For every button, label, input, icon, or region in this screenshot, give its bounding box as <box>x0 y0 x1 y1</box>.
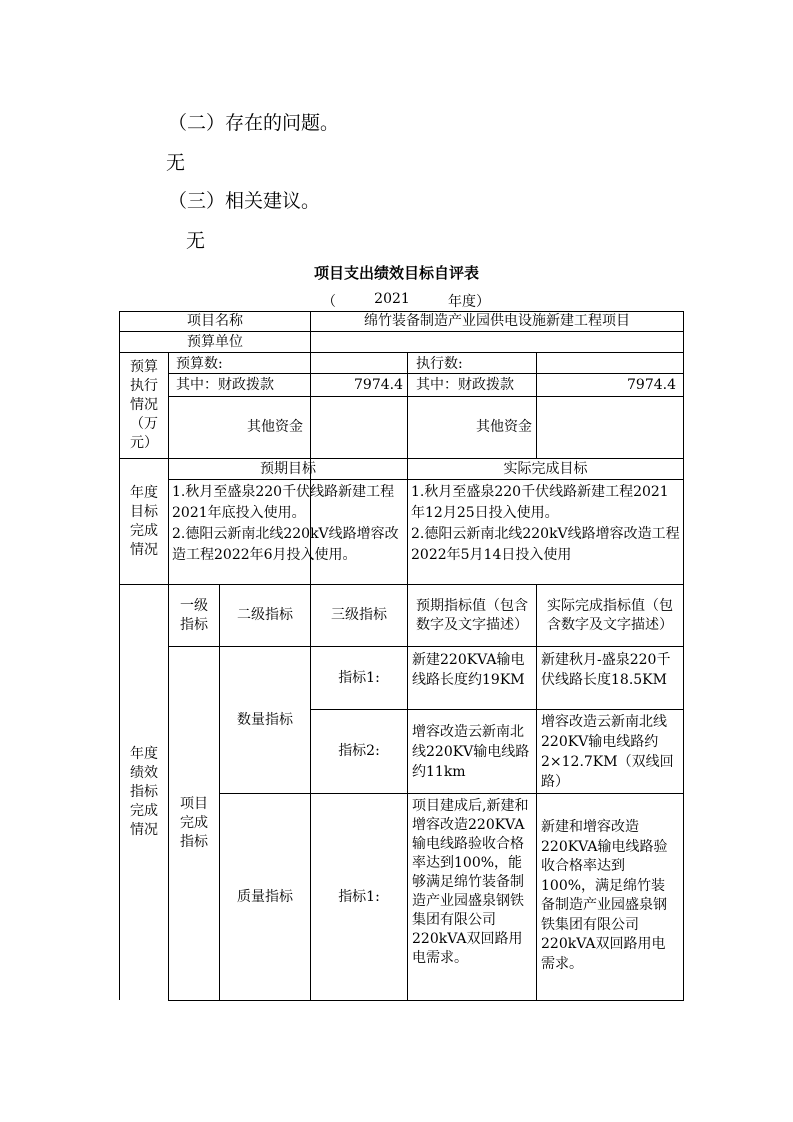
table-line <box>168 396 683 397</box>
year-value: 2021 <box>374 291 410 307</box>
table-line <box>407 352 408 458</box>
q1-expected: 新建220KVA输电线路长度约19KM <box>412 652 525 688</box>
fiscal-value-exec: 7974.4 <box>627 377 676 393</box>
table-line <box>168 1000 683 1001</box>
suggestions-heading: （三）相关建议。 <box>168 190 321 212</box>
problems-text: 无 <box>166 152 186 174</box>
col-level1-header: 一级指标 <box>180 597 208 633</box>
fiscal-value-budget: 7974.4 <box>354 377 403 393</box>
ql-actual: 新建和增容改造220KVA输电线路验收合格率达到100%，满足绵竹装备制造产业园盛泉钢铁集团有限公司220kVA双回路用电需求。 <box>541 819 668 972</box>
actual-goal-text: 1.秋月至盛泉220千伏线路新建工程2021年12月25日投入使用。 2.德阳云新南北线220kV线路增容改造工程2022年5月14日投入使用 <box>411 484 680 563</box>
indicator-3-label: 指标1: <box>338 888 380 905</box>
table-year-line <box>322 291 490 311</box>
table-border-right <box>683 311 684 1001</box>
year-suffix: 年度） <box>447 294 490 310</box>
indicator-2-label: 指标2: <box>338 743 380 759</box>
q2-actual: 增容改造云新南北线220KV输电线路约2×12.7KM（双线回路） <box>541 714 674 790</box>
actual-goal-header: 实际完成目标 <box>503 460 588 477</box>
fiscal-label-exec: 其中：财政拨款 <box>416 377 514 393</box>
indicator-section-label: 年度绩效指标完成情况 <box>130 746 158 838</box>
col-level3-header: 三级指标 <box>331 607 387 623</box>
year-open: （ <box>322 294 336 310</box>
table-border-left <box>119 311 120 1000</box>
annual-goal-label: 年度目标完成情况 <box>130 484 158 558</box>
table-line <box>536 352 537 458</box>
project-name-label: 项目名称 <box>187 313 243 329</box>
indicator-1-label: 指标1: <box>338 669 380 686</box>
col-level2-header: 二级指标 <box>237 607 293 623</box>
table-line <box>168 373 683 374</box>
expected-goal-header: 预期目标 <box>260 460 316 477</box>
table-line <box>168 352 169 1001</box>
problems-heading: （二）存在的问题。 <box>168 112 340 134</box>
budget-amount-label: 预算数: <box>176 356 223 372</box>
table-title: 项目支出绩效目标自评表 <box>313 264 479 282</box>
budget-unit-value <box>311 332 683 352</box>
project-name-value: 绵竹装备制造产业园供电设施新建工程项目 <box>364 313 630 329</box>
q1-actual: 新建秋月-盛泉220千伏线路长度18.5KM <box>541 652 671 688</box>
col-expected-header: 预期指标值（包含数字及文字描述） <box>416 597 528 633</box>
budget-unit-label: 预算单位 <box>187 333 243 350</box>
other-funds-label-budget: 其他资金 <box>247 419 303 435</box>
exec-amount-label: 执行数: <box>416 356 463 372</box>
quality-indicator-label: 质量指标 <box>237 888 293 905</box>
level1-value: 项目完成指标 <box>180 796 208 850</box>
table-line <box>168 479 683 480</box>
other-funds-label-exec: 其他资金 <box>476 419 532 435</box>
fiscal-label-budget: 其中：财政拨款 <box>176 377 274 393</box>
quantity-indicator-label: 数量指标 <box>237 711 293 728</box>
budget-exec-label: 预算执行情况（万元） <box>130 359 158 451</box>
table-line <box>119 352 683 353</box>
expected-goal-text: 1.秋月至盛泉220千伏线路新建工程2021年底投入使用。 2.德阳云新南北线220kV线路增容改造工程2022年6月投入使用。 <box>172 484 399 563</box>
col-actual-header: 实际完成指标值（包含数字及文字描述） <box>547 597 673 633</box>
suggestions-text: 无 <box>186 230 206 252</box>
ql-expected: 项目建成后,新建和增容改造220KVA输电线路验收合格率达到100%，能够满足绵竹装备制造产业园盛泉钢铁集团有限公司220kVA双回路用电需求。 <box>412 798 529 966</box>
q2-expected: 增容改造云新南北线220KV输电线路约11km <box>412 724 530 780</box>
